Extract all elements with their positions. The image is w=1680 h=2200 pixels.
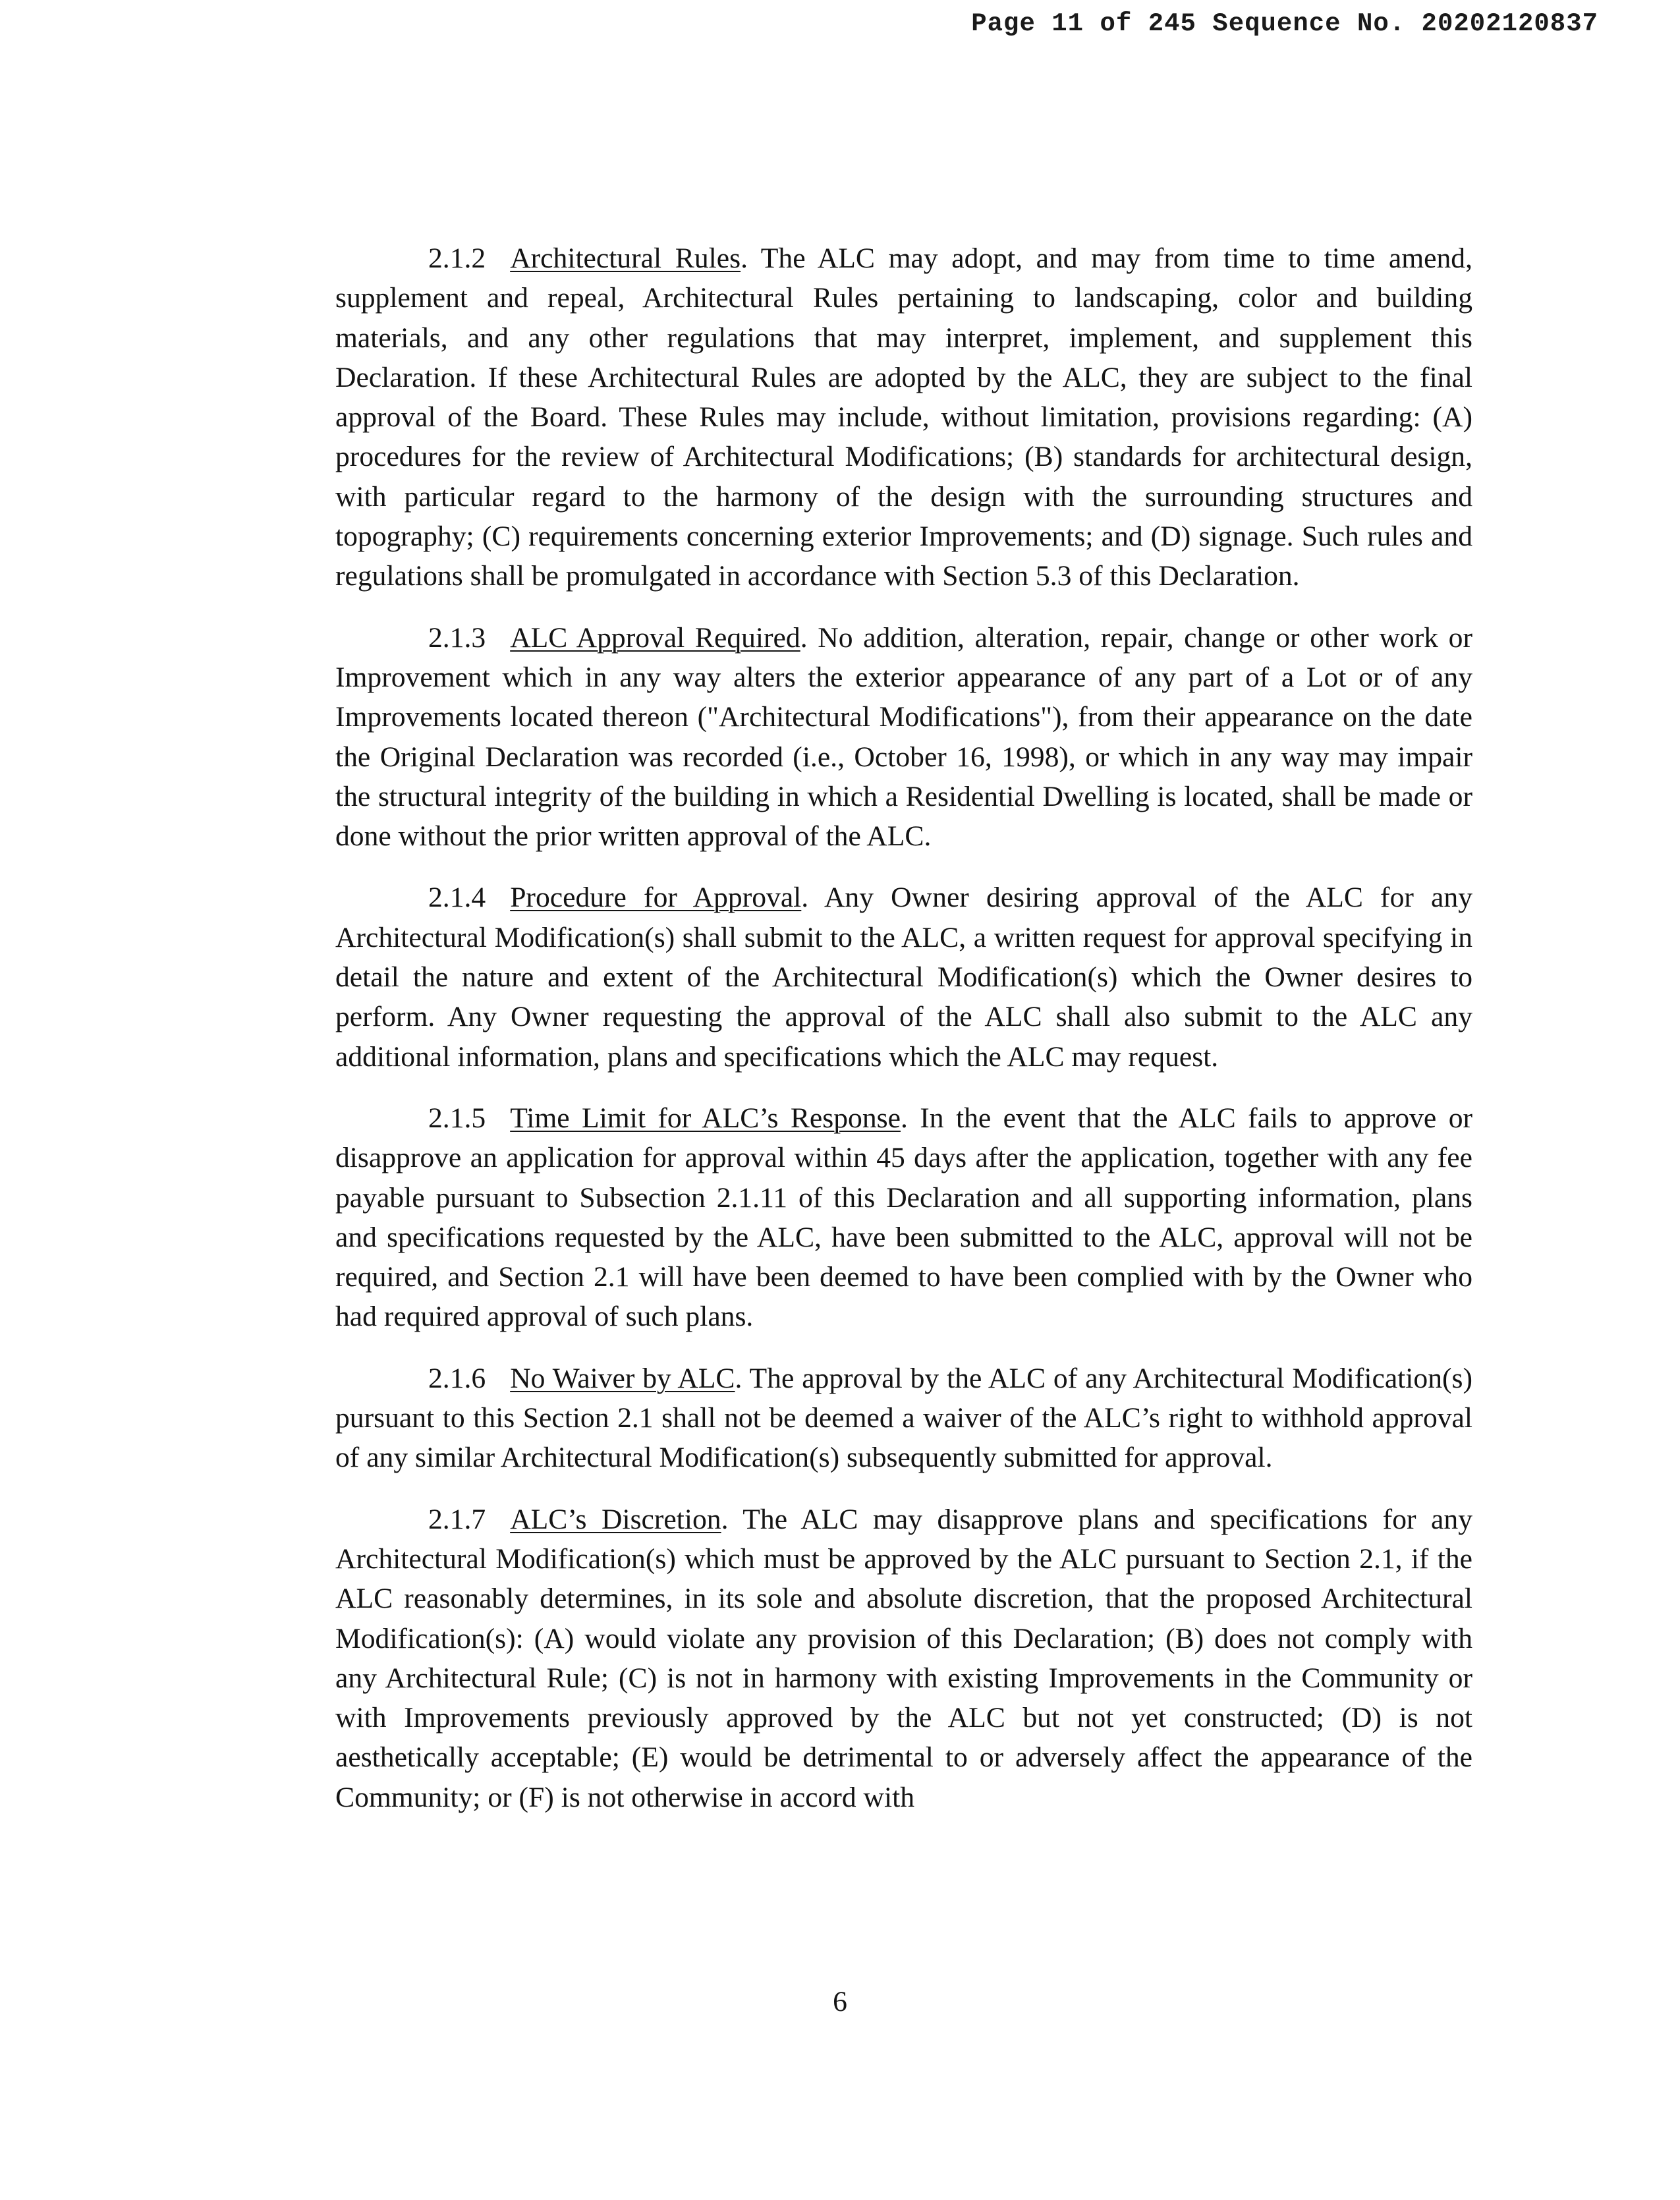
section-2-1-3: 2.1.3 ALC Approval Required. No addition, alteration, repair, change or other work or Improvement which in any way alters the exterior appearance of any part of a Lot or of any Improvements located thereon ("Architectural Modifications"), from their appearance on the date the Original Declaration was recorded (i.e., October 16, 1998), or which in any way may impair the structural integrity of the building in which a Residential Dwelling is located, shall be made or done without the prior written approval of the ALC. — [335, 621, 1472, 853]
section-text: In the event that the ALC fails to approve or disapprove an application for approval within 45 days after the application, together with any fee payable pursuant to Subsection 2.1.11 of this Declaration and all supporting information, plans and specifications requested by the ALC, have been submitted to the ALC, approval will not be required, and Section 2.1 will have been deemed to have been complied with by the Owner who had required approval of such plans. — [335, 1102, 1473, 1333]
section-text: Any Owner desiring approval of the ALC for any Architectural Modification(s) shall submit to the ALC, a written request for approval specifying in detail the nature and extent of the Architectural Modification(s) which the Owner desires to perform. Any Owner requesting the approval of the ALC shall also submit to the ALC any additional information, plans and specifications which the ALC may request. — [335, 882, 1472, 1073]
section-number: 2.1.2 — [428, 242, 486, 274]
section-2-1-2: 2.1.2 Architectural Rules. The ALC may adopt, and may from time to time amend, supplement and repeal, Architectural Rules pertaining to landscaping, color and building materials, and any other regulations that may interpret, implement, and supplement this Declaration. If these Architectural Rules are adopted by the ALC, they are subject to the final approval of the Board. These Rules may include, without limitation, provisions regarding: (A) procedures for the review of Architectural Modifications; (B) standards for architectural design, with particular regard to the harmony of the design with the surrounding structures and topography; (C) requirements concerning exterior Improvements; and (D) signage. Such rules and regulations shall be promulgated in accordance with Section 5.3 of this Declaration. — [335, 242, 1472, 592]
section-title: No Waiver by ALC — [510, 1362, 735, 1394]
section-title: Procedure for Approval — [510, 882, 802, 914]
section-text: The ALC may disapprove plans and specifications for any Architectural Modification(s) which must be approved by the ALC pursuant to Section 2.1, if the ALC reasonably determines, in its sole and absolute discretion, that the proposed Architectural Modification(s): (A) would violate any provision of this Declaration; (B) does not comply with any Architectural Rule; (C) is not in harmony with existing Improvements in the Community or with Improvements previously approved by the ALC but not yet constructed; (D) is not aesthetically acceptable; (E) would be detrimental to or adversely affect the appearance of the Community; or (F) is not otherwise in accord with — [335, 1503, 1472, 1813]
section-number: 2.1.4 — [428, 882, 486, 914]
section-number: 2.1.6 — [428, 1362, 486, 1394]
section-text: No addition, alteration, repair, change or other work or Improvement which in any way alters the exterior appearance of any part of a Lot or of any Improvements located thereon ("Architectural Modifications"), from their appearance on the date the Original Declaration was recorded (i.e., October 16, 1998), or which in any way may impair the structural integrity of the building in which a Residential Dwelling is located, shall be made or done without the prior written approval of the ALC. — [335, 621, 1472, 853]
section-title: Architectural Rules — [510, 242, 741, 274]
section-2-1-6: 2.1.6 No Waiver by ALC. The approval by the ALC of any Architectural Modification(s) pursuant to this Section 2.1 shall not be deemed a waiver of the ALC’s right to withhold approval of any similar Architectural Modification(s) subsequently submitted for approval. — [335, 1362, 1473, 1474]
page-header: Page 11 of 245 Sequence No. 20202120837 — [971, 9, 1598, 38]
section-number: 2.1.7 — [428, 1503, 486, 1535]
section-2-1-5: 2.1.5 Time Limit for ALC’s Response. In the event that the ALC fails to approve or disapprove an application for approval within 45 days after the application, together with any fee payable pursuant to Subsection 2.1.11 of this Declaration and all supporting information, plans and specifications requested by the ALC, have been submitted to the ALC, approval will not be required, and Section 2.1 will have been deemed to have been complied with by the Owner who had required approval of such plans. — [335, 1102, 1473, 1333]
section-title: ALC Approval Required — [510, 621, 800, 654]
section-number: 2.1.5 — [428, 1102, 486, 1134]
section-text: The ALC may adopt, and may from time to time amend, supplement and repeal, Architectural Rules pertaining to landscaping, color and building materials, and any other regulations that may interpret, implement, and supplement this Declaration. If these Architectural Rules are adopted by the ALC, they are subject to the final approval of the Board. These Rules may include, without limitation, provisions regarding: (A) procedures for the review of Architectural Modifications; (B) standards for architectural design, with particular regard to the harmony of the design with the surrounding structures and topography; (C) requirements concerning exterior Improvements; and (D) signage. Such rules and regulations shall be promulgated in accordance with Section 5.3 of this Declaration. — [335, 242, 1472, 592]
section-2-1-7: 2.1.7 ALC’s Discretion. The ALC may disapprove plans and specifications for any Architectural Modification(s) which must be approved by the ALC pursuant to Section 2.1, if the ALC reasonably determines, in its sole and absolute discretion, that the proposed Architectural Modification(s): (A) would violate any provision of this Declaration; (B) does not comply with any Architectural Rule; (C) is not in harmony with existing Improvements in the Community or with Improvements previously approved by the ALC but not yet constructed; (D) is not aesthetically acceptable; (E) would be detrimental to or adversely affect the appearance of the Community; or (F) is not otherwise in accord with — [335, 1503, 1472, 1813]
page-number: 6 — [833, 1986, 847, 2017]
section-title: ALC’s Discretion — [510, 1503, 721, 1535]
document-body — [335, 239, 1472, 1839]
section-title: Time Limit for ALC’s Response — [510, 1102, 901, 1134]
section-2-1-4: 2.1.4 Procedure for Approval. Any Owner desiring approval of the ALC for any Architectural Modification(s) shall submit to the ALC, a written request for approval specifying in detail the nature and extent of the Architectural Modification(s) which the Owner desires to perform. Any Owner requesting the approval of the ALC shall also submit to the ALC any additional information, plans and specifications which the ALC may request. — [335, 882, 1472, 1073]
section-text: The approval by the ALC of any Architectural Modification(s) pursuant to this Section 2.1 shall not be deemed a waiver of the ALC’s right to withhold approval of any similar Architectural Modification(s) subsequently submitted for approval. — [335, 1362, 1473, 1474]
section-number: 2.1.3 — [428, 621, 486, 654]
